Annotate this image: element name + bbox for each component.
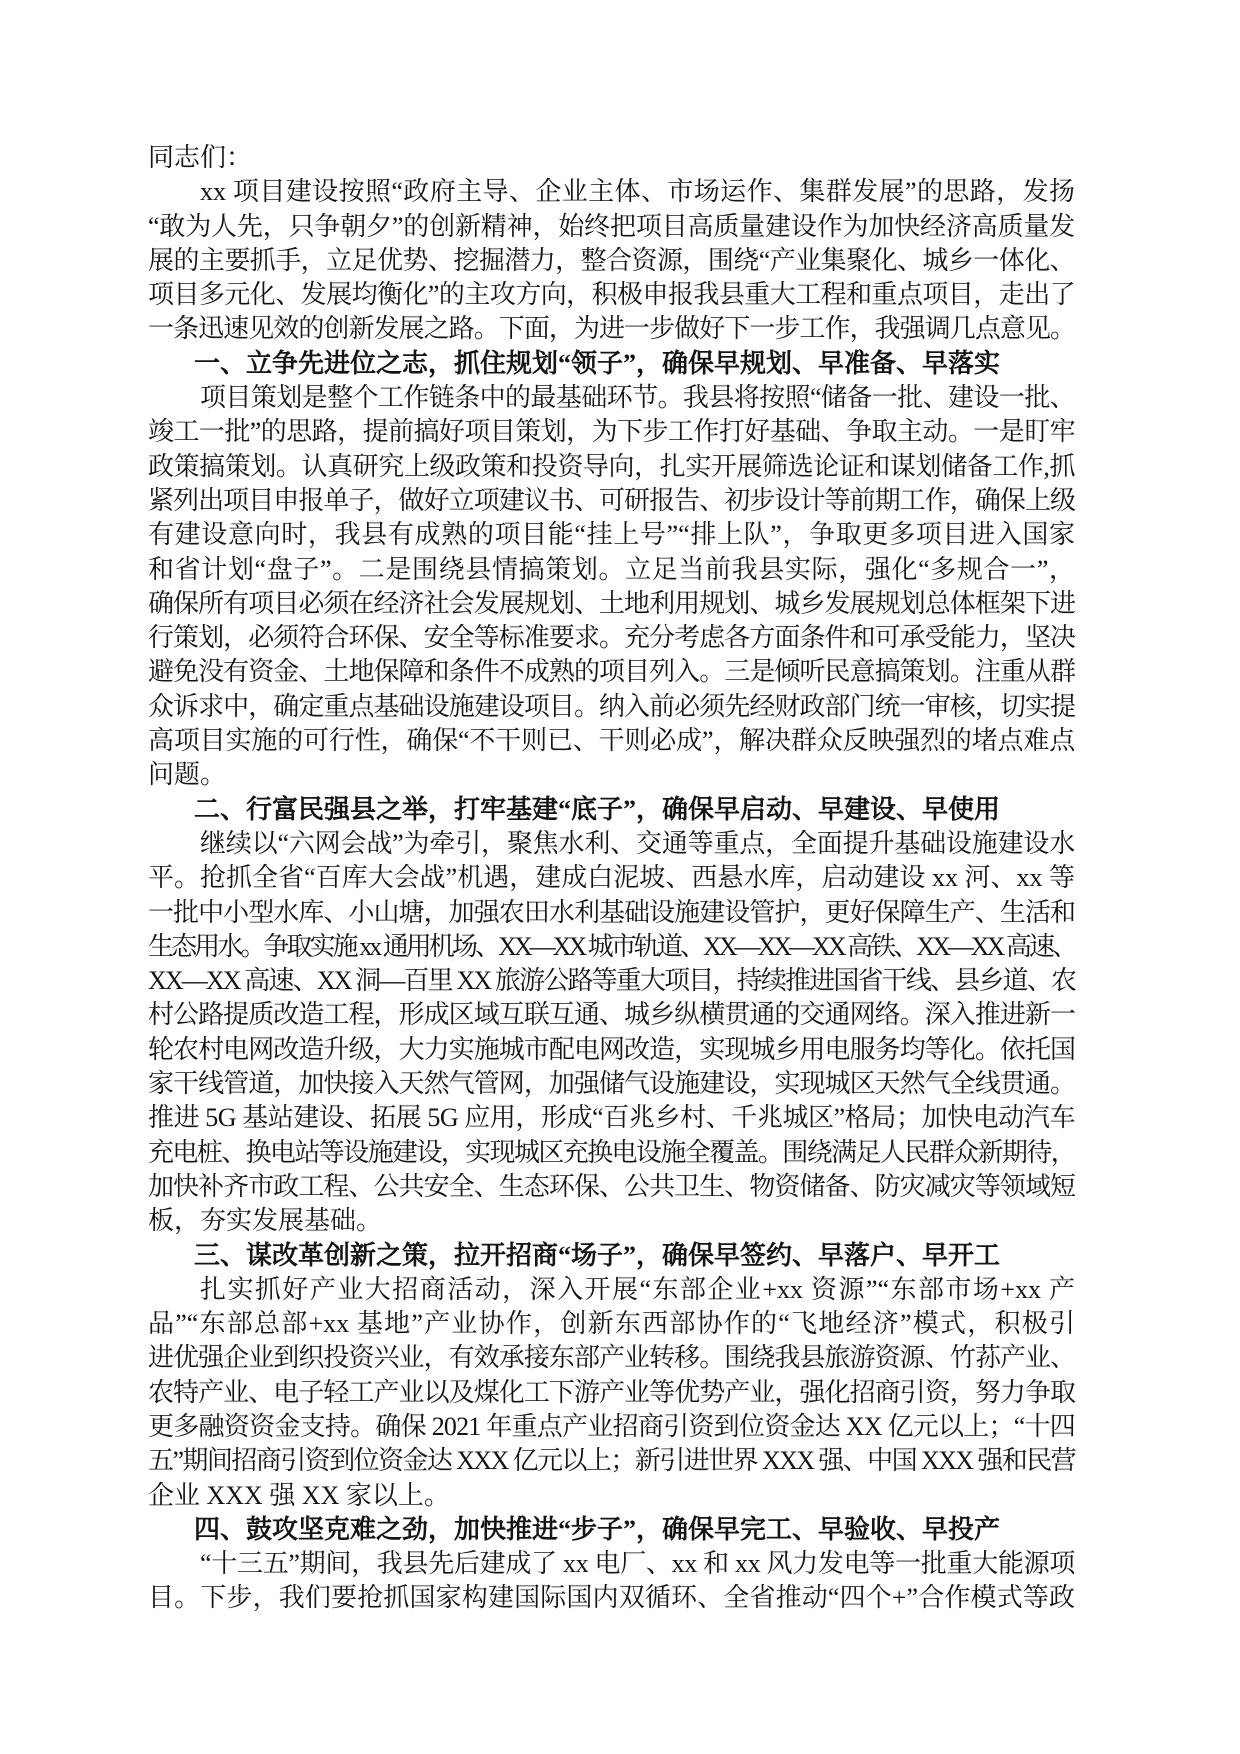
paragraph-line: 和省计划“盘子”。二是围绕县情搞策划。立足当前我县实际，强化“多规合一”， bbox=[148, 554, 1075, 584]
paragraph-line: xx 项目建设按照“政府主导、企业主体、市场运作、集群发展”的思路，发扬 bbox=[200, 177, 1075, 207]
section-paragraph bbox=[148, 1547, 1075, 1616]
paragraph-line: 紧列出项目申报单子，做好立项建议书、可研报告、初步设计等前期工作，确保上级 bbox=[148, 485, 1075, 515]
section-heading: 三、谋改革创新之策，拉开招商“场子”，确保早签约、早落户、早开工 bbox=[194, 1240, 1001, 1270]
paragraph-line: 村公路提质改造工程，形成区域互联互通、城乡纵横贯通的交通网络。深入推进新一 bbox=[148, 1000, 1075, 1030]
paragraph-line: 众诉求中，确定重点基础设施建设项目。纳入前必须先经财政部门统一审核，切实提 bbox=[148, 691, 1075, 721]
paragraph-line: 五”期间招商引资到位资金达 XXX 亿元以上；新引进世界 XXX 强、中国 XXX 强和民营 bbox=[148, 1446, 1075, 1476]
paragraph-line: 轮农村电网改造升级，大力实施城市配电网改造，实现城乡用电服务均等化。依托国 bbox=[148, 1034, 1075, 1064]
section-paragraph bbox=[148, 381, 1075, 793]
paragraph-line: 扎实抓好产业大招商活动，深入开展“东部企业+xx 资源”“东部市场+xx 产 bbox=[200, 1274, 1075, 1304]
paragraph-line: 继续以“六网会战”为牵引，聚焦水利、交通等重点，全面提升基础设施建设水 bbox=[200, 828, 1075, 858]
salutation: 同志们： bbox=[148, 143, 253, 172]
paragraph-line: 项目多元化、发展均衡化”的主攻方向，积极申报我县重大工程和重点项目，走出了 bbox=[148, 280, 1075, 310]
paragraph-line: “敢为人先，只争朝夕”的创新精神，始终把项目高质量建设作为加快经济高质量发 bbox=[148, 211, 1075, 241]
intro-paragraph bbox=[148, 175, 1075, 346]
paragraph-line: 充电桩、换电站等设施建设，实现城区充换电设施全覆盖。围绕满足人民群众新期待， bbox=[148, 1137, 1075, 1167]
section-1 bbox=[148, 347, 1075, 793]
paragraph-line: 家干线管道，加快接入天然气管网，加强储气设施建设，实现城区天然气全线贯通。 bbox=[148, 1069, 1075, 1099]
paragraph-line: 展的主要抓手，立足优势、挖掘潜力，整合资源，围绕“产业集聚化、城乡一体化、 bbox=[148, 245, 1075, 275]
paragraph-line: 生态用水。争取实施 xx 通用机场、XX—XX 城市轨道、XX—XX—XX 高铁、XX—XX 高速、 bbox=[148, 931, 1075, 961]
paragraph-line: 进优强企业到织投资兴业，有效承接东部产业转移。围绕我县旅游资源、竹荪产业、 bbox=[148, 1343, 1075, 1373]
document-body bbox=[148, 141, 1075, 1616]
paragraph-line: 农特产业、电子轻工产业以及煤化工下游产业等优势产业，强化招商引资，努力争取 bbox=[148, 1377, 1075, 1407]
paragraph-line: 加快补齐市政工程、公共安全、生态环保、公共卫生、物资储备、防灾减灾等领域短 bbox=[148, 1171, 1075, 1201]
section-3 bbox=[148, 1239, 1075, 1513]
paragraph-line: 确保所有项目必须在经济社会发展规划、土地利用规划、城乡发展规划总体框架下进 bbox=[148, 588, 1075, 618]
paragraph-line: 问题。 bbox=[148, 760, 227, 790]
paragraph-line: 一条迅速见效的创新发展之路。下面，为进一步做好下一步工作，我强调几点意见。 bbox=[148, 314, 1075, 344]
paragraph-line: 企业 XXX 强 XX 家以上。 bbox=[148, 1480, 450, 1510]
paragraph-line: 品”“东部总部+xx 基地”产业协作，创新东西部协作的“飞地经济”模式，积极引 bbox=[148, 1309, 1075, 1339]
paragraph-line: 更多融资资金支持。确保 2021 年重点产业招商引资到位资金达 XX 亿元以上；“十四 bbox=[148, 1411, 1075, 1441]
paragraph-line: 高项目实施的可行性，确保“不干则已、干则必成”，解决群众反映强烈的堵点难点 bbox=[148, 726, 1075, 756]
paragraph-line: 政策搞策划。认真研究上级政策和投资导向，扎实开展筛选论证和谋划储备工作,抓 bbox=[148, 451, 1075, 481]
paragraph-line: 避免没有资金、土地保障和条件不成熟的项目列入。三是倾听民意搞策划。注重从群 bbox=[148, 657, 1075, 687]
section-paragraph bbox=[148, 827, 1075, 1239]
paragraph-line: 推进 5G 基站建设、拓展 5G 应用，形成“百兆乡村、千兆城区”格局；加快电动汽车 bbox=[148, 1103, 1075, 1133]
paragraph-line: 一批中小型水库、小山塘，加强农田水利基础设施建设管护，更好保障生产、生活和 bbox=[148, 897, 1075, 927]
paragraph-line: XX—XX 高速、XX 洞—百里 XX 旅游公路等重大项目，持续推进国省干线、县乡道、农 bbox=[148, 966, 1075, 996]
section-heading: 一、立争先进位之志，抓住规划“领子”，确保早规划、早准备、早落实 bbox=[194, 348, 1001, 378]
section-heading: 二、行富民强县之举，打牢基建“底子”，确保早启动、早建设、早使用 bbox=[194, 794, 1001, 824]
section-paragraph bbox=[148, 1273, 1075, 1513]
paragraph-line: 平。抢抓全省“百库大会战”机遇，建成白泥坡、西悬水库，启动建设 xx 河、xx 等 bbox=[148, 863, 1075, 893]
section-2 bbox=[148, 793, 1075, 1239]
section-4 bbox=[148, 1513, 1075, 1616]
paragraph-line: 板，夯实发展基础。 bbox=[148, 1206, 383, 1236]
paragraph-line: 目。下步，我们要抢抓国家构建国际国内双循环、全省推动“四个+”合作模式等政 bbox=[148, 1583, 1075, 1613]
paragraph-line: 行策划，必须符合环保、安全等标准要求。充分考虑各方面条件和可承受能力，坚决 bbox=[148, 623, 1075, 653]
paragraph-line: 项目策划是整个工作链条中的最基础环节。我县将按照“储备一批、建设一批、 bbox=[200, 383, 1075, 413]
paragraph-line: “十三五”期间，我县先后建成了 xx 电厂、xx 和 xx 风力发电等一批重大能源项 bbox=[200, 1549, 1075, 1579]
paragraph-line: 有建设意向时，我县有成熟的项目能“挂上号”“排上队”，争取更多项目进入国家 bbox=[148, 520, 1075, 550]
paragraph-line: 竣工一批”的思路，提前搞好项目策划，为下步工作打好基础、争取主动。一是盯牢 bbox=[148, 417, 1075, 447]
section-heading: 四、鼓攻坚克难之劲，加快推进“步子”，确保早完工、早验收、早投产 bbox=[194, 1514, 1001, 1544]
